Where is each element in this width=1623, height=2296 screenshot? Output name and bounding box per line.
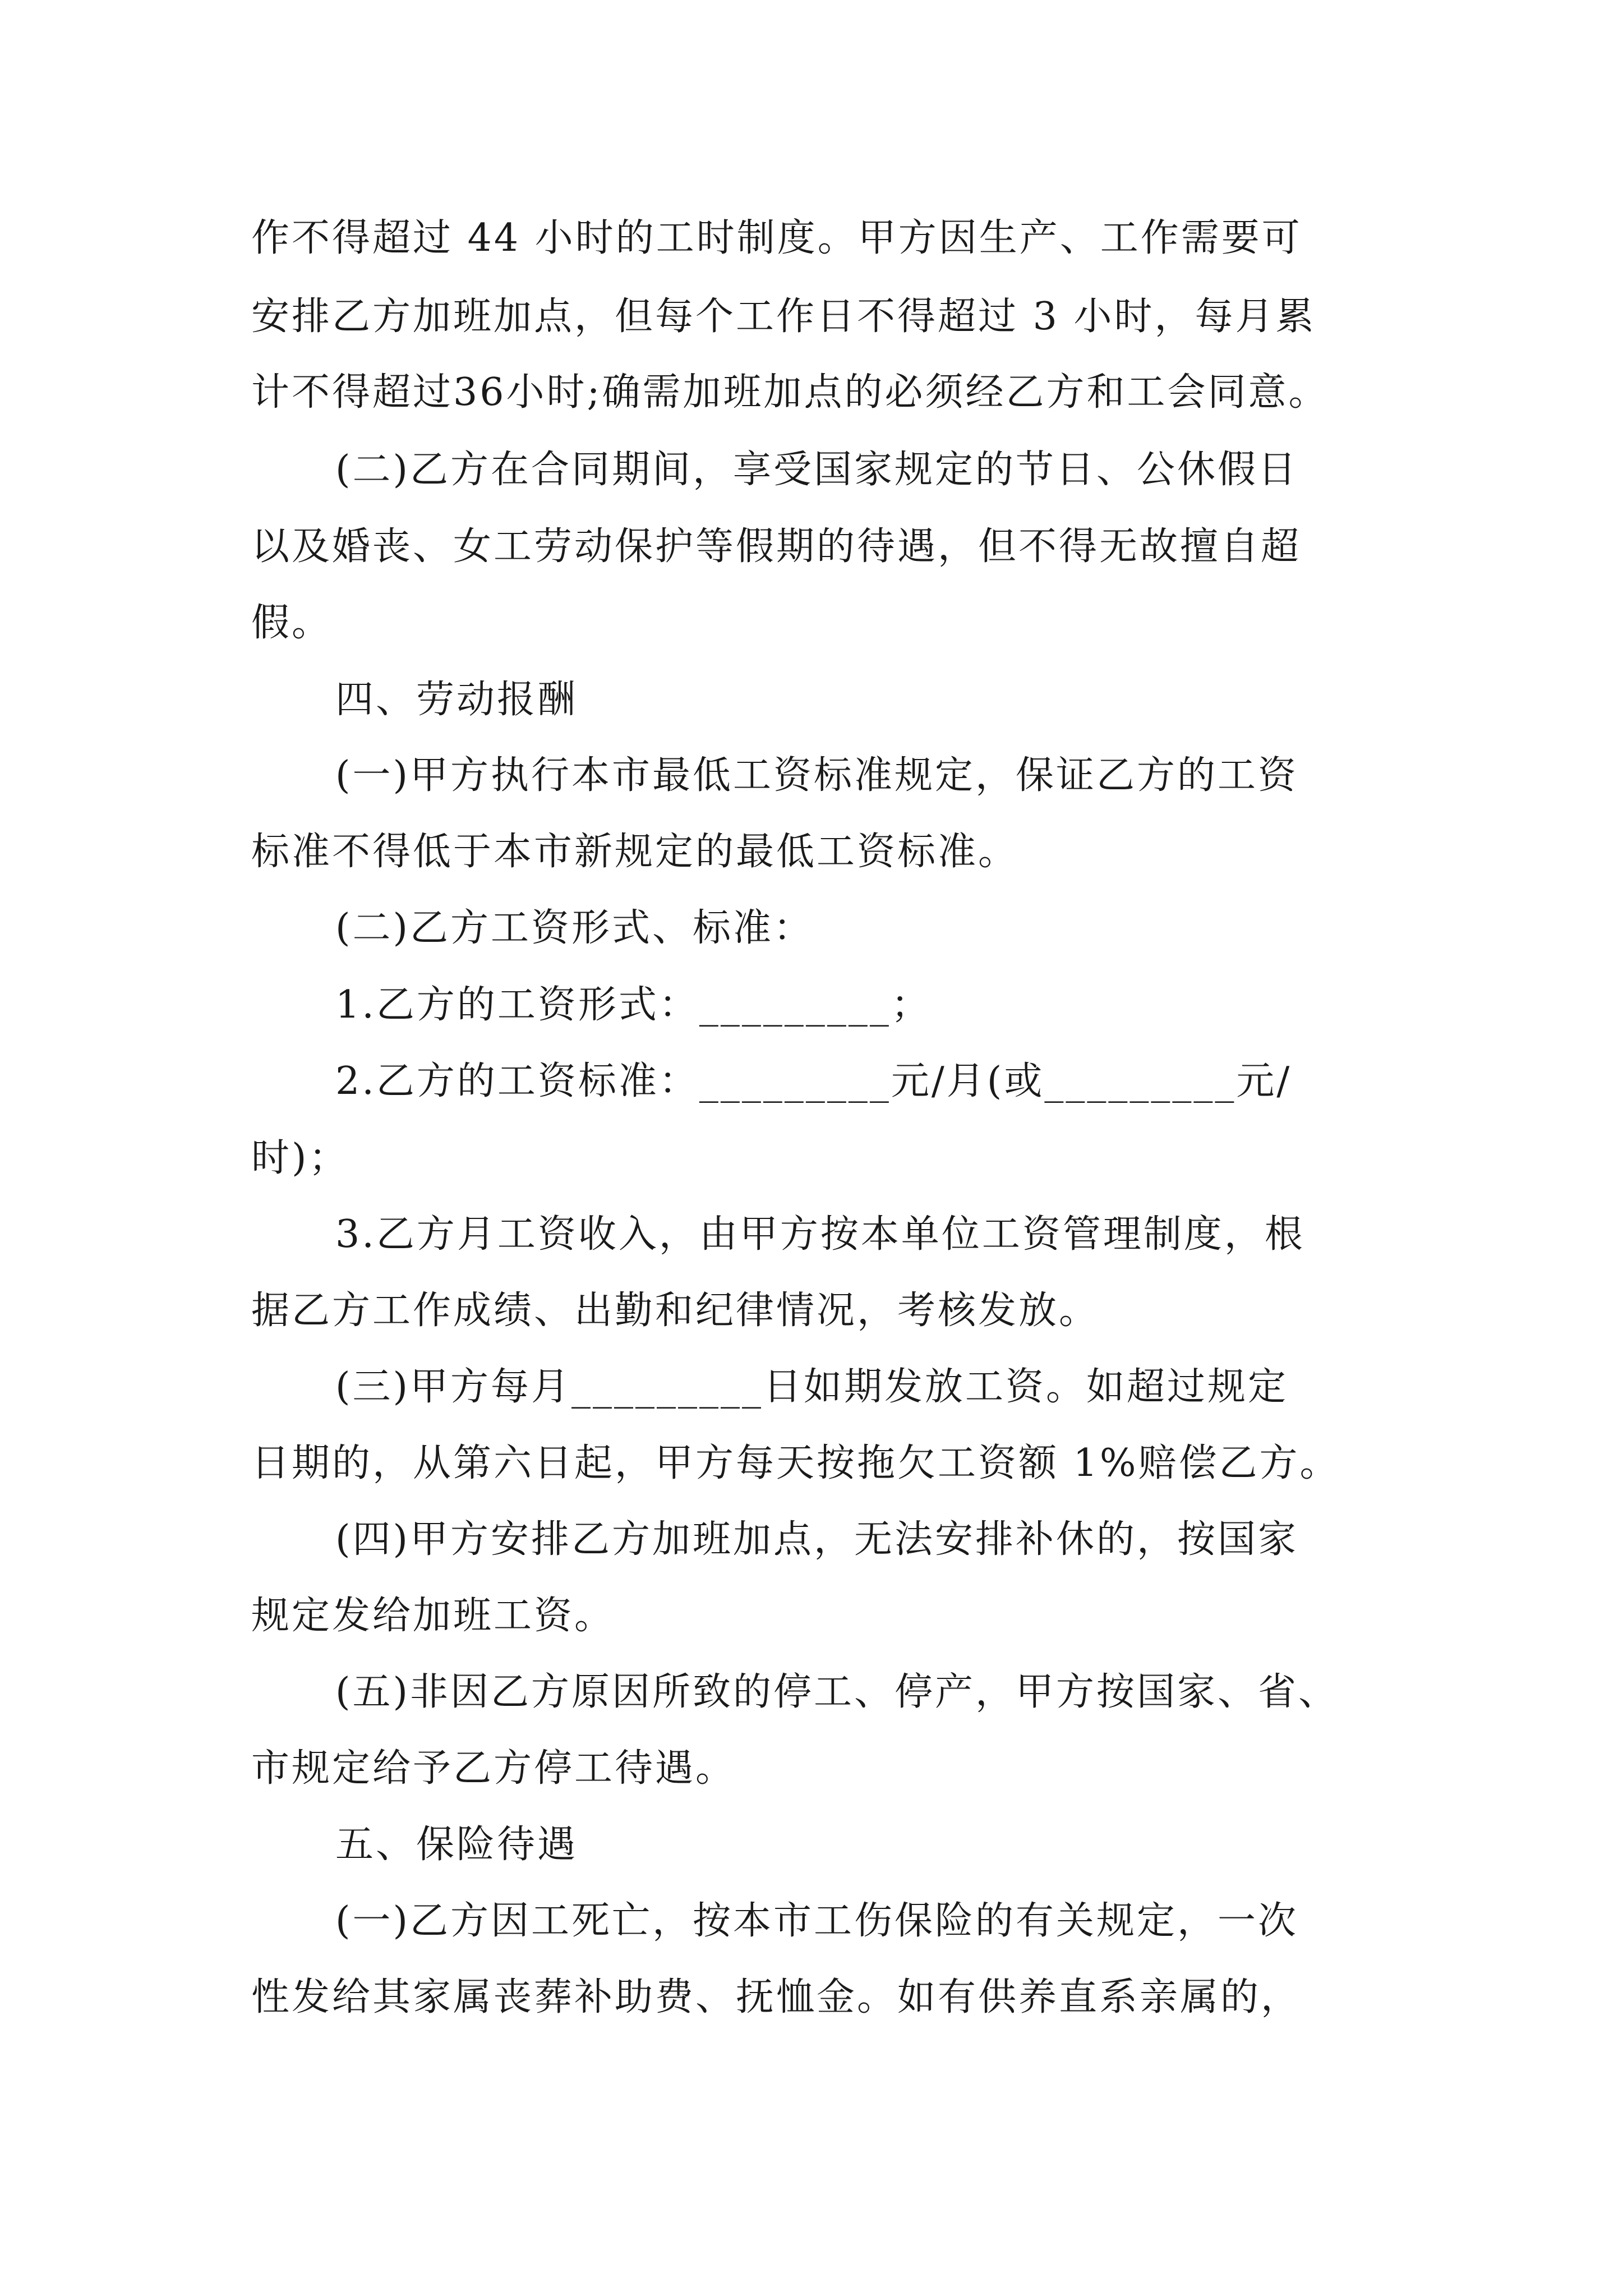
body-text-line: 规定发给加班工资。 bbox=[251, 1594, 615, 1638]
body-text-line: 日期的，从第六日起，甲方每天按拖欠工资额 1%赔偿乙方。 bbox=[251, 1441, 1340, 1485]
paragraph-item-3: (三)甲方每月_________日如期发放工资。如超过规定 bbox=[335, 1365, 1289, 1409]
body-text-line: 假。 bbox=[251, 601, 333, 645]
body-text-line: 市规定给予乙方停工待遇。 bbox=[251, 1746, 736, 1791]
paragraph-item-1: (一)甲方执行本市最低工资标准规定，保证乙方的工资 bbox=[335, 753, 1299, 798]
body-text-line: 作不得超过 44 小时的工时制度。甲方因生产、工作需要可 bbox=[251, 216, 1302, 260]
body-text-line: 据乙方工作成绩、出勤和纪律情况，考核发放。 bbox=[251, 1289, 1100, 1333]
body-text-line: 计不得超过36小时;确需加班加点的必须经乙方和工会同意。 bbox=[251, 370, 1329, 415]
body-text-line: 性发给其家属丧葬补助费、抚恤金。如有供养直系亲属的， bbox=[251, 1975, 1302, 2019]
paragraph-item-4: (四)甲方安排乙方加班加点，无法安排补休的，按国家 bbox=[335, 1517, 1299, 1562]
paragraph-item-5: (五)非因乙方原因所致的停工、停产，甲方按国家、省、 bbox=[335, 1670, 1339, 1714]
section-heading-5: 五、保险待遇 bbox=[335, 1823, 578, 1867]
paragraph-item-3: 3.乙方月工资收入，由甲方按本单位工资管理制度，根 bbox=[335, 1212, 1305, 1257]
body-text-line: 安排乙方加班加点，但每个工作日不得超过 3 小时，每月累 bbox=[251, 295, 1316, 339]
section-heading-4: 四、劳动报酬 bbox=[335, 678, 578, 722]
body-text-line: 以及婚丧、女工劳动保护等假期的待遇，但不得无故擅自超 bbox=[251, 524, 1302, 569]
wage-standard-line: 2.乙方的工资标准：_________元/月(或_________元/ bbox=[335, 1059, 1292, 1103]
paragraph-item-1: (一)乙方因工死亡，按本市工伤保险的有关规定，一次 bbox=[335, 1899, 1299, 1943]
body-text-line: 标准不得低于本市新规定的最低工资标准。 bbox=[251, 830, 1019, 874]
body-text-line: 时)； bbox=[251, 1136, 349, 1180]
paragraph-item-2: (二)乙方工资形式、标准： bbox=[335, 906, 814, 950]
wage-form-line: 1.乙方的工资形式：_________； bbox=[335, 983, 932, 1027]
paragraph-item-2: (二)乙方在合同期间，享受国家规定的节日、公休假日 bbox=[335, 448, 1299, 492]
